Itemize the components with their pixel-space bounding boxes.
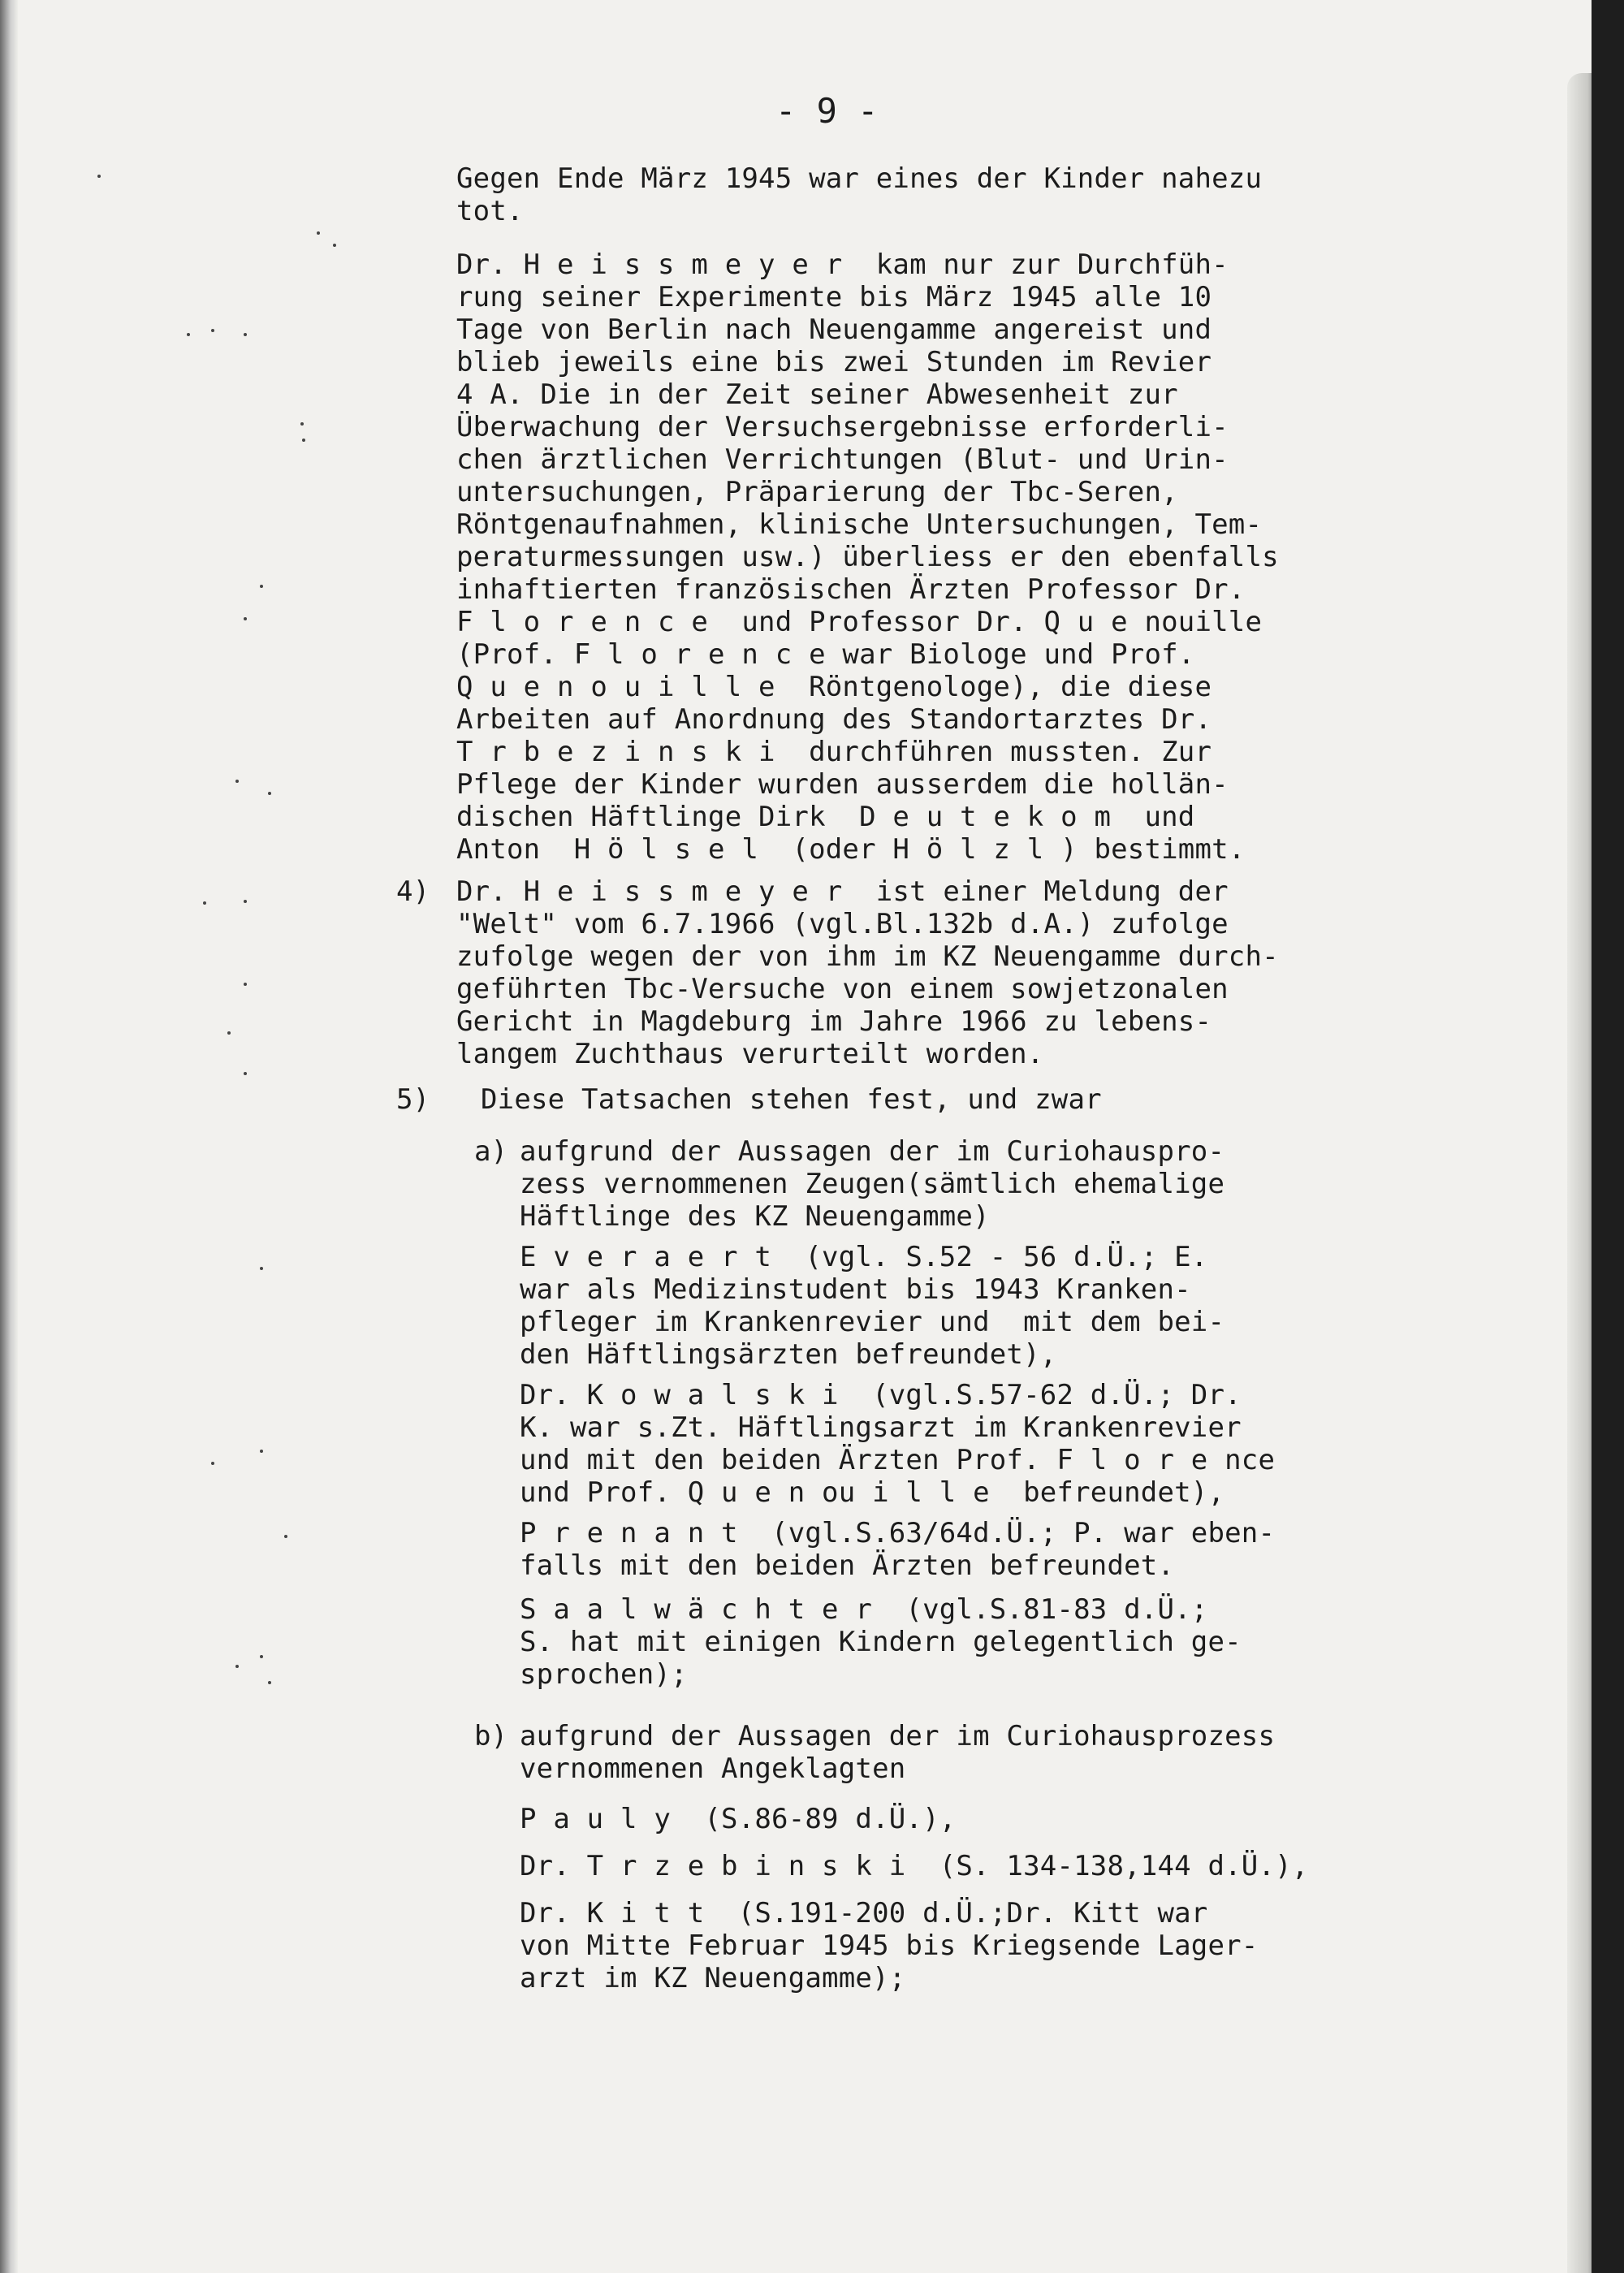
scan-speck (235, 780, 239, 783)
scan-speck (203, 901, 206, 905)
item-marker-5: 5) (396, 1083, 430, 1116)
scan-speck (244, 617, 247, 620)
text-line: Gericht in Magdeburg im Jahre 1966 zu lebens- (456, 1005, 1212, 1038)
text-line: P a u l y (S.86-89 d.Ü.), (520, 1803, 957, 1835)
scan-speck (302, 439, 305, 442)
text-line: 4 A. Die in der Zeit seiner Abwesenheit zur (456, 378, 1178, 411)
item-marker-4: 4) (396, 875, 430, 908)
scan-speck (260, 1450, 263, 1453)
text-line: Gegen Ende März 1945 war eines der Kinder nahezu (456, 162, 1263, 195)
sub-marker-a: a) (474, 1135, 508, 1168)
scan-speck (235, 1665, 239, 1668)
scan-speck (244, 983, 247, 986)
text-line: Überwachung der Versuchsergebnisse erforderli- (456, 411, 1229, 443)
text-line: S a a l w ä c h t e r (vgl.S.81-83 d.Ü.; (520, 1593, 1208, 1626)
text-line: Dr. K i t t (S.191-200 d.Ü.;Dr. Kitt war (520, 1897, 1208, 1929)
page-number: - 9 - (775, 91, 879, 131)
text-line: Dr. T r z e b i n s k i (S. 134-138,144 d.Ü.), (520, 1850, 1309, 1882)
text-line: und mit den beiden Ärzten Prof. F l o r e nce (520, 1444, 1276, 1476)
text-line: zess vernommenen Zeugen(sämtlich ehemalige (520, 1168, 1225, 1200)
text-line: Anton H ö l s e l (oder H ö l z l ) bestimmt. (456, 833, 1246, 866)
scan-speck (268, 792, 271, 795)
text-line: (Prof. F l o r e n c e war Biologe und Prof. (456, 638, 1195, 671)
scan-speck (268, 1681, 271, 1684)
text-line: zufolge wegen der von ihm im KZ Neuengamme durch- (456, 940, 1279, 973)
text-line: F l o r e n c e und Professor Dr. Q u e nouille (456, 606, 1263, 638)
scanner-background (1592, 0, 1624, 2273)
scan-speck (187, 333, 190, 336)
text-line: Dr. K o w a l s k i (vgl.S.57-62 d.Ü.; Dr. (520, 1379, 1242, 1411)
text-line: E v e r a e r t (vgl. S.52 - 56 d.Ü.; E. (520, 1241, 1208, 1273)
scan-speck (260, 585, 263, 588)
text-line: Dr. H e i s s m e y e r ist einer Meldung der (456, 875, 1229, 908)
text-line: Häftlinge des KZ Neuengamme) (520, 1200, 990, 1233)
sub-marker-b: b) (474, 1720, 508, 1752)
text-line: inhaftierten französischen Ärzten Professor Dr. (456, 573, 1246, 606)
scan-speck (317, 231, 320, 235)
scan-speck (211, 329, 214, 332)
text-line: und Prof. Q u e n ou i l l e befreundet), (520, 1476, 1225, 1509)
text-line: T r b e z i n s k i durchführen mussten. Zur (456, 736, 1212, 768)
text-line: den Häftlingsärzten befreundet), (520, 1338, 1057, 1371)
text-line: S. hat mit einigen Kindern gelegentlich ge- (520, 1626, 1242, 1658)
scan-speck (300, 422, 304, 426)
text-line: geführten Tbc-Versuche von einem sowjetzonalen (456, 973, 1229, 1005)
text-line: pfleger im Krankenrevier und mit dem bei- (520, 1306, 1225, 1338)
text-line: falls mit den beiden Ärzten befreundet. (520, 1549, 1175, 1582)
text-line: war als Medizinstudent bis 1943 Kranken- (520, 1273, 1191, 1306)
text-line: Diese Tatsachen stehen fest, und zwar (481, 1083, 1102, 1116)
text-line: "Welt" vom 6.7.1966 (vgl.Bl.132b d.A.) zufolge (456, 908, 1229, 940)
scan-speck (284, 1535, 287, 1538)
text-line: K. war s.Zt. Häftlingsarzt im Krankenrevier (520, 1411, 1242, 1444)
text-line: Tage von Berlin nach Neuengamme angereist und (456, 313, 1212, 346)
scan-speck (333, 244, 336, 247)
scan-speck (260, 1267, 263, 1270)
text-line: Q u e n o u i l l e Röntgenologe), die diese (456, 671, 1212, 703)
text-line: P r e n a n t (vgl.S.63/64d.Ü.; P. war eben- (520, 1517, 1276, 1549)
scan-speck (211, 1462, 214, 1465)
page-left-edge (0, 0, 18, 2273)
text-line: langem Zuchthaus verurteilt worden. (456, 1038, 1044, 1070)
text-line: rung seiner Experimente bis März 1945 alle 10 (456, 281, 1212, 313)
text-line: von Mitte Februar 1945 bis Kriegsende Lager- (520, 1929, 1259, 1962)
text-line: aufgrund der Aussagen der im Curiohausprozess (520, 1720, 1276, 1752)
scan-speck (244, 333, 247, 336)
text-line: aufgrund der Aussagen der im Curiohauspro- (520, 1135, 1225, 1168)
text-line: Pflege der Kinder wurden ausserdem die hollän- (456, 768, 1229, 801)
scan-speck (97, 175, 101, 178)
text-line: blieb jeweils eine bis zwei Stunden im Revier (456, 346, 1212, 378)
text-line: sprochen); (520, 1658, 688, 1691)
text-line: vernommenen Angeklagten (520, 1752, 906, 1785)
text-line: untersuchungen, Präparierung der Tbc-Seren, (456, 476, 1178, 508)
scan-speck (260, 1655, 263, 1658)
scan-speck (227, 1031, 231, 1035)
scan-speck (244, 1072, 247, 1075)
text-line: peraturmessungen usw.) überliess er den ebenfalls (456, 541, 1279, 573)
scan-speck (244, 900, 247, 903)
text-line: dischen Häftlinge Dirk D e u t e k o m und (456, 801, 1195, 833)
text-line: arzt im KZ Neuengamme); (520, 1962, 906, 1994)
text-line: tot. (456, 195, 524, 227)
text-line: Röntgenaufnahmen, klinische Untersuchungen, Tem- (456, 508, 1263, 541)
text-line: Dr. H e i s s m e y e r kam nur zur Durchfüh- (456, 248, 1229, 281)
text-line: chen ärztlichen Verrichtungen (Blut- und Urin- (456, 443, 1229, 476)
text-line: Arbeiten auf Anordnung des Standortarztes Dr. (456, 703, 1212, 736)
